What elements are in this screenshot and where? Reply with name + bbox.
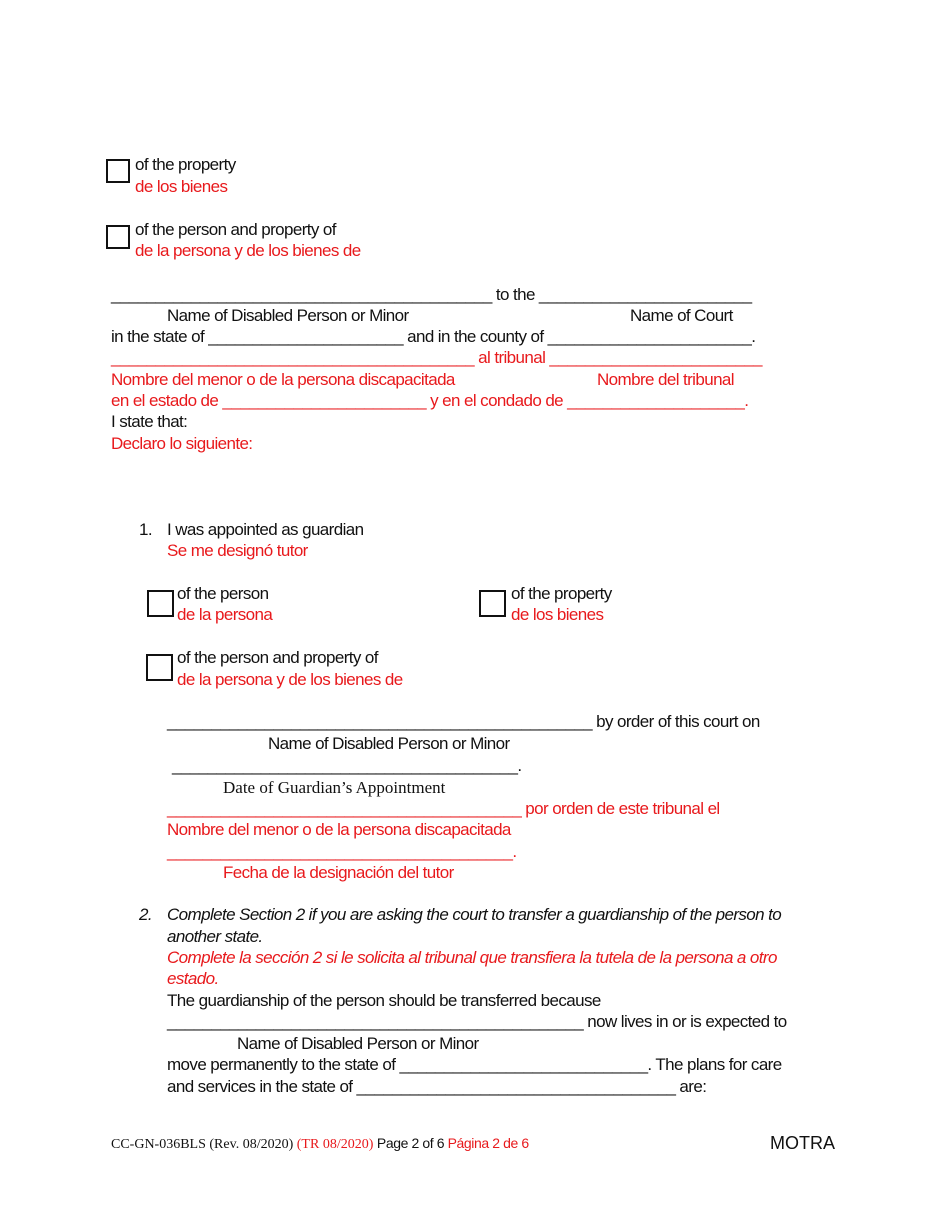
name-court-line[interactable]: ___________________________________________ to the ________________________ (111, 285, 752, 304)
declaro: Declaro lo siguiente: (111, 434, 253, 453)
section2-line1[interactable]: _______________________________________________ now lives in or is expected to (167, 1012, 787, 1031)
person-checkbox[interactable] (147, 590, 174, 617)
person-label-en: of the person (177, 584, 269, 603)
person-property-label-es: de la persona y de los bienes de (135, 241, 361, 260)
section2-instr-es-1: Complete la sección 2 si le solicita al tribunal que transfiera la tutela de la persona a otro (167, 948, 777, 967)
translation-rev: (TR 08/2020) (296, 1137, 374, 1152)
section2-number: 2. (139, 905, 152, 924)
name-label: Name of Disabled Person or Minor (167, 306, 409, 325)
person-label-es: de la persona (177, 605, 273, 624)
footer (111, 1134, 529, 1154)
state-county-line-es[interactable]: en el estado de _______________________ y en el condado de ____________________. (111, 391, 749, 410)
court-label-es: Nombre del tribunal (597, 370, 734, 389)
property-label-es-2: de los bienes (511, 605, 604, 624)
order-line-es[interactable]: ________________________________________ por orden de este tribunal el (167, 799, 720, 818)
property-label-en-2: of the property (511, 584, 612, 603)
date-line-es[interactable]: _______________________________________. (167, 842, 517, 861)
section2-line3[interactable]: and services in the state of ____________________________________ are: (167, 1077, 707, 1096)
order-name-label: Name of Disabled Person or Minor (268, 734, 510, 753)
section1-heading-es: Se me designó tutor (167, 541, 308, 560)
person-property-checkbox-2[interactable] (146, 654, 173, 681)
name-court-line-es[interactable]: _________________________________________ al tribunal ________________________ (111, 348, 762, 367)
person-property-checkbox[interactable] (106, 225, 130, 249)
person-property-label-en: of the person and property of (135, 220, 336, 239)
court-label: Name of Court (630, 306, 733, 325)
property-checkbox-2[interactable] (479, 590, 506, 617)
section2-instr-en-1: Complete Section 2 if you are asking the court to transfer a guardianship of the person to (167, 905, 782, 924)
order-name-label-es: Nombre del menor o de la persona discapacitada (167, 820, 511, 839)
i-state-that: I state that: (111, 412, 188, 431)
section2-text1: The guardianship of the person should be transferred because (167, 991, 601, 1010)
section2-instr-en-2: another state. (167, 927, 263, 946)
property-checkbox[interactable] (106, 159, 130, 183)
name-label-es: Nombre del menor o de la persona discapacitada (111, 370, 455, 389)
section2-instr-es-2: estado. (167, 969, 219, 988)
date-label: Date of Guardian’s Appointment (223, 778, 446, 797)
person-property-label-es-2: de la persona y de los bienes de (177, 670, 403, 689)
property-label-es: de los bienes (135, 177, 228, 196)
order-line[interactable]: ________________________________________________ by order of this court on (167, 712, 760, 731)
page-en: Page 2 of 6 (376, 1135, 445, 1151)
motra-code: MOTRA (770, 1133, 835, 1153)
person-property-label-en-2: of the person and property of (177, 648, 378, 667)
section2-name-label: Name of Disabled Person or Minor (237, 1034, 479, 1053)
section2-line2[interactable]: move permanently to the state of ____________________________. The plans for care (167, 1055, 782, 1074)
section1-heading-en: I was appointed as guardian (167, 520, 364, 539)
property-label-en: of the property (135, 155, 236, 174)
form-id: CC-GN-036BLS (Rev. 08/2020) (111, 1137, 294, 1152)
date-line[interactable]: _______________________________________. (172, 756, 522, 775)
page-es: Página 2 de 6 (447, 1135, 529, 1151)
state-county-line[interactable]: in the state of ______________________ and in the county of _______________________. (111, 327, 756, 346)
section1-number: 1. (139, 520, 152, 539)
date-label-es: Fecha de la designación del tutor (223, 863, 454, 882)
